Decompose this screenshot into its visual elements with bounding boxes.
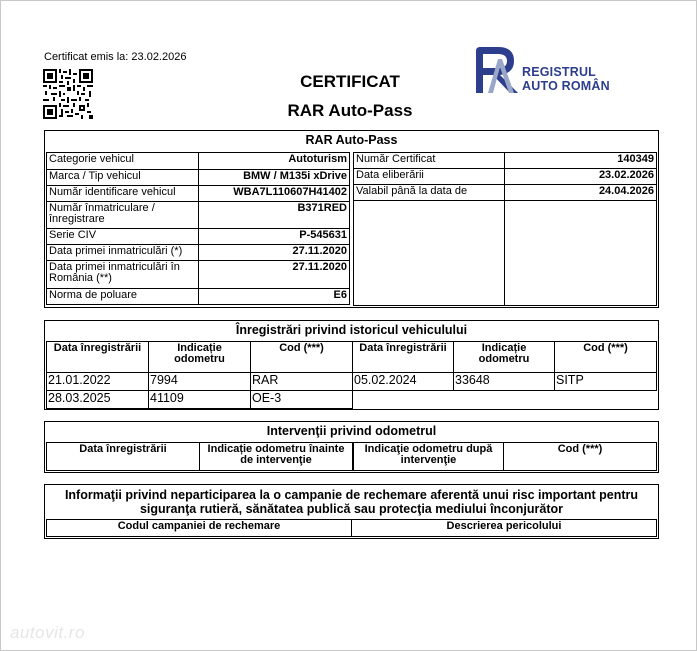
history-header: Data înregistrării xyxy=(46,341,149,373)
history-header: Cod (***) xyxy=(554,341,657,373)
certificate-info-label: Număr Certificat xyxy=(353,152,505,169)
vehicle-value: E6 xyxy=(198,288,350,305)
vehicle-label: Serie CIV xyxy=(46,228,199,245)
history-cell: 41109 xyxy=(148,390,251,409)
certificate-info-value: 140349 xyxy=(504,152,657,169)
certificate-title: CERTIFICAT xyxy=(300,72,400,91)
vehicle-value: 27.11.2020 xyxy=(198,244,350,261)
interventions-header: Indicație odometru înainte de intervenţie xyxy=(199,442,353,471)
interventions-header: Indicaţie odometru după intervenţie xyxy=(353,442,504,471)
issue-date: Certificat emis la: 23.02.2026 xyxy=(44,51,187,63)
history-header: Indicație odometru xyxy=(148,341,251,373)
vehicle-label: Marca / Tip vehicul xyxy=(46,169,199,186)
recall-header: Descrierea pericolului xyxy=(351,519,657,537)
history-cell: 28.03.2025 xyxy=(46,390,149,409)
logo-text xyxy=(522,65,610,93)
vehicle-label: Data primei inmatriculări (*) xyxy=(46,244,199,261)
vehicle-label: Categorie vehicul xyxy=(46,152,199,170)
interventions-header: Data înregistrării xyxy=(46,442,200,471)
vehicle-section-title: RAR Auto-Pass xyxy=(305,133,398,147)
history-section-title: Înregistrări privind istoricul vehiculului xyxy=(235,323,468,337)
vehicle-label: Număr identificare vehicul xyxy=(46,185,199,202)
history-cell: 33648 xyxy=(453,372,555,391)
certificate-info-label: Valabil până la data de xyxy=(353,184,505,201)
history-cell: RAR xyxy=(250,372,353,391)
vehicle-value: WBA7L110607H41402 xyxy=(198,185,350,202)
history-cell: SITP xyxy=(554,372,657,391)
history-header: Cod (***) xyxy=(250,341,353,373)
vehicle-label: Număr înmatriculare / înregistrare xyxy=(46,201,199,229)
history-cell: 05.02.2024 xyxy=(352,372,454,391)
interventions-section-title: Intervenţii privind odometrul xyxy=(266,424,437,438)
certificate-subtitle: RAR Auto-Pass xyxy=(287,101,413,120)
recall-section-title: Informaţii privind neparticiparea la o campanie de rechemare aferentă unui risc important pentru siguranţa rutieră, sănătatea publică sau protecţia mediului înconjurător xyxy=(64,488,639,516)
certificate-info-value: 24.04.2026 xyxy=(504,184,657,201)
recall-header: Codul campaniei de rechemare xyxy=(46,519,352,537)
logo-line-2: AUTO ROMÂN xyxy=(522,79,610,93)
certificate-info-empty xyxy=(353,200,505,306)
certificate-info-empty xyxy=(504,200,657,306)
history-cell: OE-3 xyxy=(250,390,353,409)
vehicle-value: B371RED xyxy=(198,201,350,229)
vehicle-value: Autoturism xyxy=(198,152,350,170)
interventions-header: Cod (***) xyxy=(503,442,657,471)
qr-code xyxy=(43,69,93,119)
history-header: Data înregistrării xyxy=(352,341,454,373)
vehicle-label: Data primei inmatriculări în România (**) xyxy=(46,260,199,289)
history-cell: 7994 xyxy=(148,372,251,391)
logo-line-1: REGISTRUL xyxy=(522,65,597,79)
vehicle-value: BMW / M135i xDrive xyxy=(198,169,350,186)
certificate-info-label: Data eliberării xyxy=(353,168,505,185)
certificate-info-value: 23.02.2026 xyxy=(504,168,657,185)
history-cell: 21.01.2022 xyxy=(46,372,149,391)
vehicle-value: P-545631 xyxy=(198,228,350,245)
history-header: Indicație odometru xyxy=(453,341,555,373)
watermark: autovit.ro xyxy=(10,623,85,642)
vehicle-label: Norma de poluare xyxy=(46,288,199,305)
vehicle-value: 27.11.2020 xyxy=(198,260,350,289)
